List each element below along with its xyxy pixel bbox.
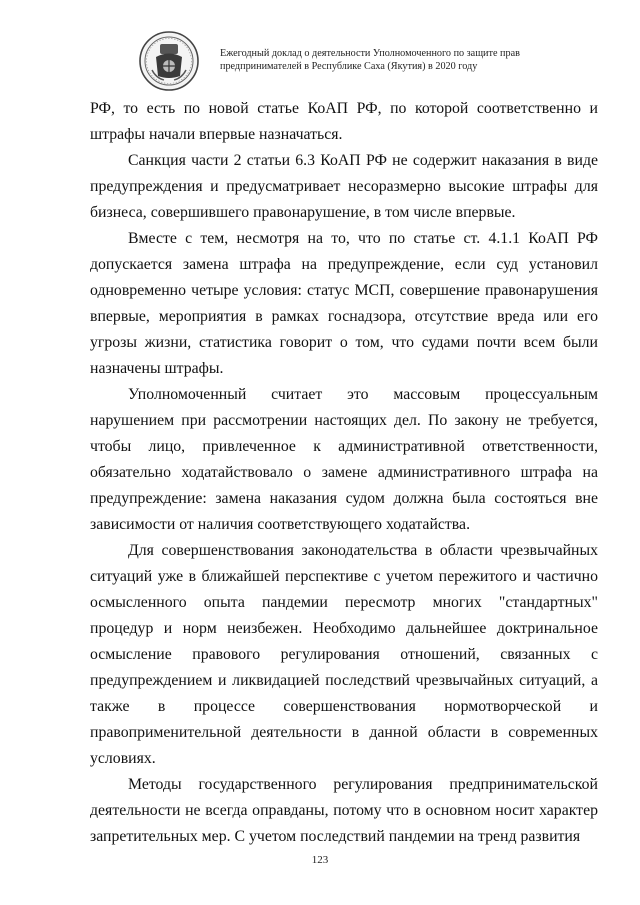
coat-of-arms-icon	[138, 30, 200, 92]
page-header	[138, 30, 598, 90]
header-title	[220, 47, 520, 73]
header-line-1: Ежегодный доклад о деятельности Уполномоченного по защите прав	[220, 48, 520, 59]
page-number: 123	[311, 854, 329, 866]
paragraph: Вместе с тем, несмотря на то, что по статье ст. 4.1.1 КоАП РФ допускается замена штрафа на предупреждение, если суд установил одновременно четыре условия: статус МСП, совершение правонарушения впервые, мероприятия в рамках госнадзора, отсутствие вреда или его угрозы жизни, статистика говорит о том, что судами почти всем были назначены штрафы.	[90, 230, 598, 377]
paragraph: Уполномоченный считает это массовым процессуальным нарушением при рассмотрении настоящих дел. По закону не требуется, чтобы лицо, привлеченное к административной ответственности, обязательно ходатайствовало о замене административного штрафа на предупреждение: замена наказания судом должна была состояться вне зависимости от наличия соответствующего ходатайства.	[90, 386, 598, 533]
paragraph: Санкция части 2 статьи 6.3 КоАП РФ не содержит наказания в виде предупреждения и предусматривает несоразмерно высокие штрафы для бизнеса, совершившего правонарушение, в том числе впервые.	[90, 152, 598, 221]
paragraph: РФ, то есть по новой статье КоАП РФ, по которой соответственно и штрафы начали впервые назначаться.	[90, 100, 598, 143]
paragraph: Для совершенствования законодательства в области чрезвычайных ситуаций уже в ближайшей перспективе с учетом пережитого и частично осмысленного опыта пандемии пересмотр многих "стандартных" процедур и норм неизбежен. Необходимо дальнейшее доктринальное осмысление правового регулирования отношений, связанных с предупреждением и ликвидацией последствий чрезвычайных ситуаций, а также в процессе совершенствования нормотворческой и правоприменительной деятельности в данной области в современных условиях.	[90, 542, 598, 767]
document-body	[90, 96, 598, 850]
paragraph: Методы государственного регулирования предпринимательской деятельности не всегда оправданы, потому что в основном носит характер запретительных мер. С учетом последствий пандемии на тренд развития	[90, 776, 598, 845]
header-line-2: предпринимателей в Республике Саха (Якутия) в 2020 году	[220, 61, 478, 72]
